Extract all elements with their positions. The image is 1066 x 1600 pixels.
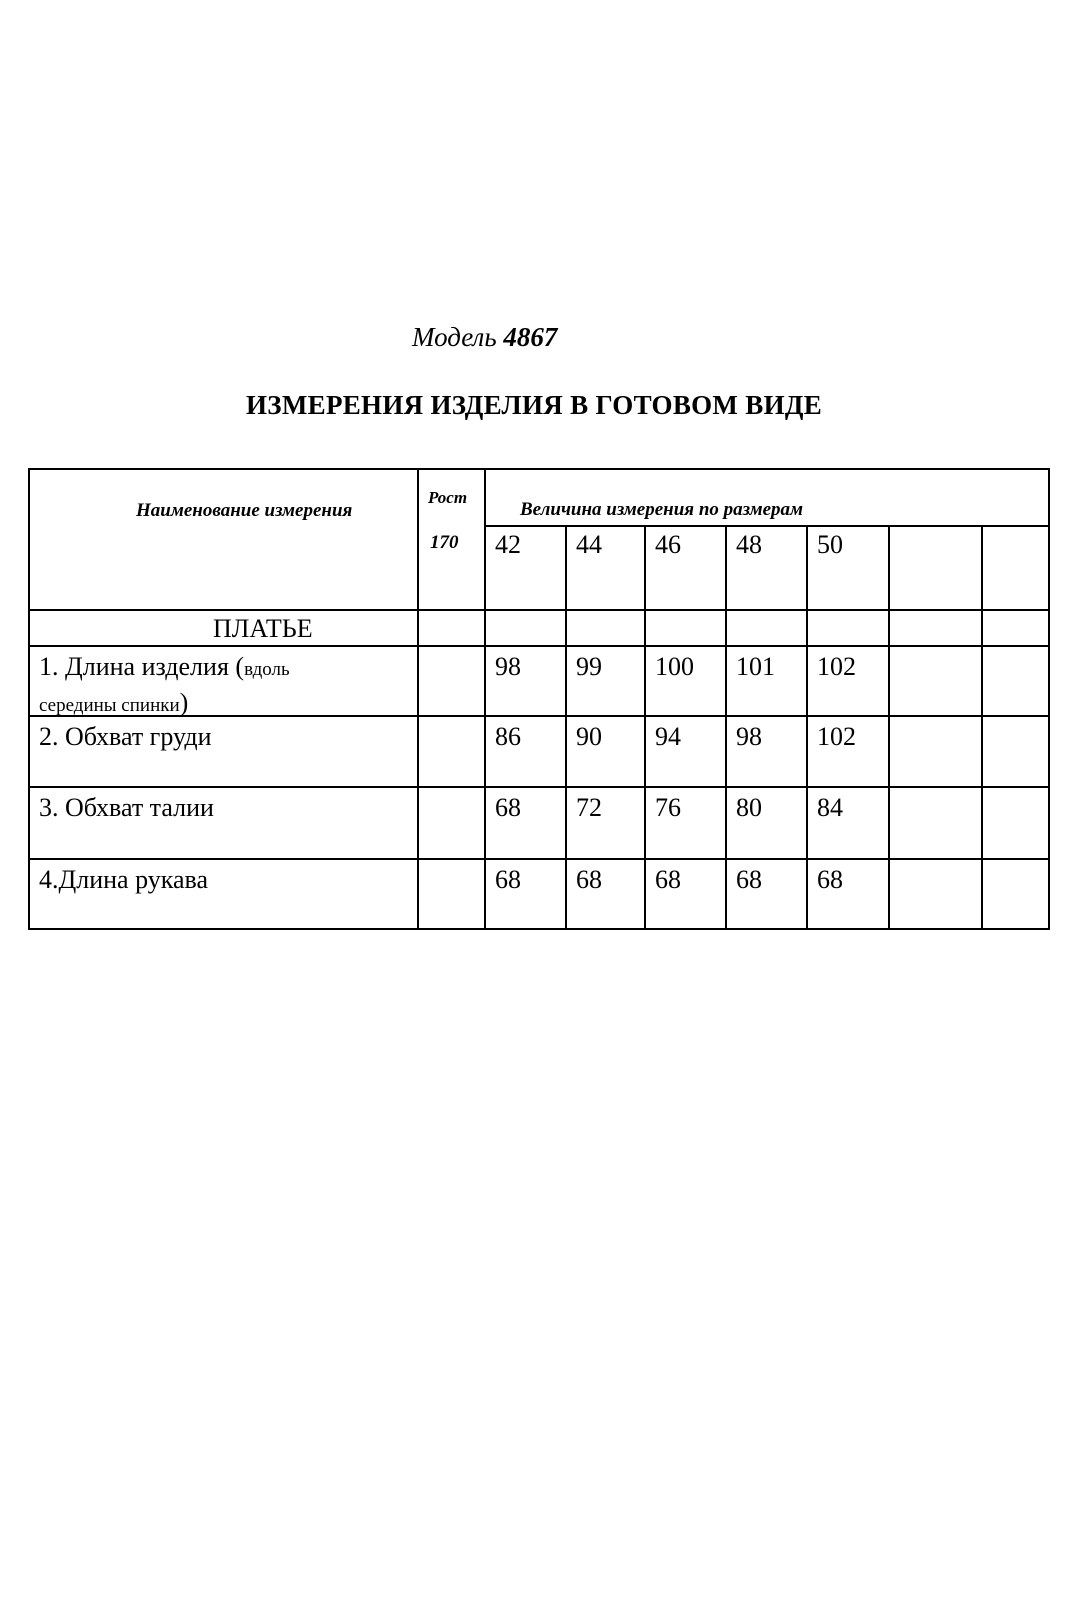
size-header: 46 [655,530,681,559]
table-cell: 99 [576,652,602,681]
header-sizes-caption: Величина измерения по размерам [520,499,804,520]
table-cell: 68 [655,865,681,894]
table-cell: 101 [736,652,775,681]
row-name-tail: ) [179,688,189,717]
table-cell: 76 [655,793,681,822]
table-cell: 68 [495,793,521,822]
table-cell: 102 [817,722,856,751]
header-height-value: 170 [430,532,459,553]
table-cell: 68 [817,865,843,894]
table-cell: 80 [736,793,762,822]
table-cell: 98 [495,652,521,681]
page-title: ИЗМЕРЕНИЯ ИЗДЕЛИЯ В ГОТОВОМ ВИДЕ [246,390,823,420]
size-header: 44 [576,530,602,559]
row-name-line2 [39,690,188,716]
table-cell: 68 [736,865,762,894]
row-name-small: вдоль [244,659,290,680]
row-name-main: 1. Длина изделия ( [39,652,245,681]
size-header: 42 [495,530,521,559]
table-cell: 100 [655,652,694,681]
table-cell: 90 [576,722,602,751]
table-cell: 84 [817,793,843,822]
table-cell: 94 [655,722,681,751]
model-label: Модель [412,322,497,352]
section-title: ПЛАТЬЕ [213,614,313,643]
header-name: Наименование измерения [136,500,353,521]
row-name: 3. Обхват талии [39,793,214,822]
row-name: 4.Длина рукава [39,865,208,894]
row-name: 2. Обхват груди [39,722,212,751]
table-cell: 98 [736,722,762,751]
size-header: 48 [736,530,762,559]
table-cell: 72 [576,793,602,822]
row-name [39,654,290,680]
table-cell: 68 [576,865,602,894]
size-header: 50 [817,530,843,559]
header-height-label: Рост [428,488,468,507]
table-cell: 68 [495,865,521,894]
row-name-small-line2: середины спинки [39,695,180,716]
table-cell: 86 [495,722,521,751]
model-number: 4867 [503,322,558,352]
table-cell: 102 [817,652,856,681]
